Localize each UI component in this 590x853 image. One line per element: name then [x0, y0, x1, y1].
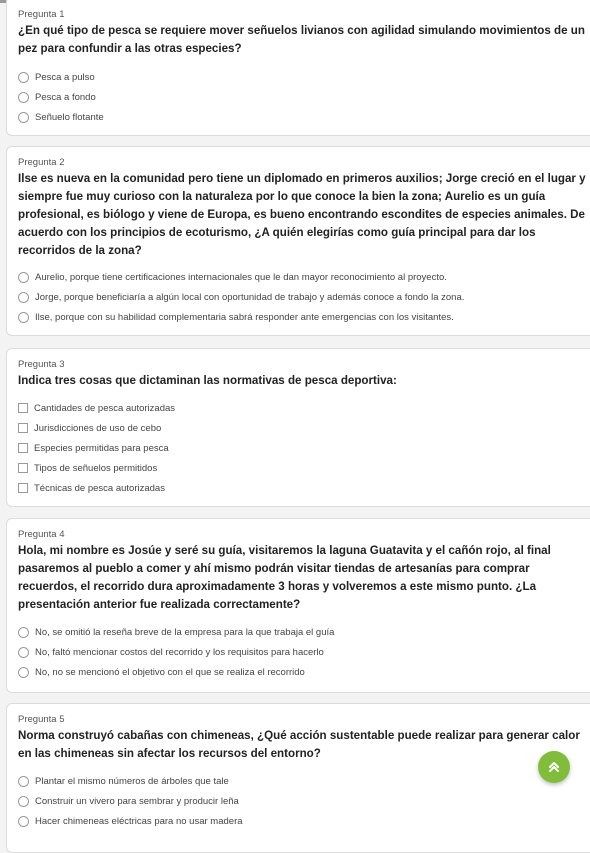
answer-option[interactable] [18, 287, 590, 307]
radio-button[interactable] [18, 72, 29, 83]
option-label: No, se omitió la reseña breve de la empresa para la que trabaja el guía [35, 626, 335, 638]
answer-option[interactable] [18, 398, 590, 418]
question-text: Hola, mi nombre es Josúe y seré su guía, visitaremos la laguna Guatavita y el cañón rojo, al final pasaremos al pueblo a comer y ahí mismo podrán visitar tiendas de artesanías para comprar recuerdos, el recorrido dura aproximadamente 3 horas y volveremos a este mismo punto. ¿La presentación anterior fue realizada correctamente? [18, 544, 551, 611]
options-list [18, 771, 590, 831]
question-card-4 [6, 518, 590, 693]
answer-option[interactable] [18, 438, 590, 458]
radio-button[interactable] [18, 627, 29, 638]
answer-option[interactable] [18, 67, 590, 87]
answer-option[interactable] [18, 267, 590, 287]
options-list [18, 267, 590, 327]
radio-button[interactable] [18, 312, 29, 323]
question-card-1 [6, 0, 590, 136]
answer-option[interactable] [18, 811, 590, 831]
checkbox[interactable] [18, 483, 28, 493]
double-chevron-up-icon [547, 760, 561, 774]
option-label: Jurisdicciones de uso de cebo [34, 422, 162, 434]
option-label: No, faltó mencionar costos del recorrido y los requisitos para hacerlo [35, 646, 324, 658]
options-list [18, 67, 590, 127]
radio-button[interactable] [18, 647, 29, 658]
question-text: Indica tres cosas que dictaminan las normativas de pesca deportiva: [18, 374, 397, 387]
radio-button[interactable] [18, 816, 29, 827]
option-label: Pesca a fondo [35, 91, 96, 103]
question-card-2 [6, 146, 590, 336]
answer-option[interactable] [18, 418, 590, 438]
radio-button[interactable] [18, 667, 29, 678]
answer-option[interactable] [18, 478, 590, 498]
radio-button[interactable] [18, 92, 29, 103]
question-text: Norma construyó cabañas con chimeneas, ¿Qué acción sustentable puede realizar para generar calor en las chimeneas sin afectar los recursos del entorno? [18, 729, 580, 760]
radio-button[interactable] [18, 292, 29, 303]
option-label: Plantar el mismo números de árboles que tale [35, 775, 229, 787]
answer-option[interactable] [18, 107, 590, 127]
answer-option[interactable] [18, 771, 590, 791]
checkbox[interactable] [18, 403, 28, 413]
answer-option[interactable] [18, 642, 590, 662]
option-label: Jorge, porque beneficiaría a algún local con oportunidad de trabajo y además conoce a fondo la zona. [35, 291, 465, 303]
checkbox[interactable] [18, 443, 28, 453]
answer-option[interactable] [18, 791, 590, 811]
question-number: Pregunta 2 [18, 157, 65, 168]
option-label: Ilse, porque con su habilidad complementaria sabrá responder ante emergencias con los visitantes. [35, 311, 454, 323]
question-number: Pregunta 5 [18, 714, 65, 725]
option-label: Pesca a pulso [35, 71, 95, 83]
checkbox[interactable] [18, 463, 28, 473]
question-card-5 [6, 703, 590, 853]
question-text: Ilse es nueva en la comunidad pero tiene un diplomado en primeros auxilios; Jorge creció en el lugar y siempre fue muy curioso con la naturaleza por lo que conoce la bien la zona; Aurelio es un guía profesional, es biólogo y viene de Europa, es bueno encontrando escondites de especies animales. De acuerdo con los principios de ecoturismo, ¿A quién elegirías como guía principal para dar los recorridos de la zona? [18, 172, 586, 257]
option-label: Señuelo flotante [35, 111, 104, 123]
radio-button[interactable] [18, 112, 29, 123]
radio-button[interactable] [18, 776, 29, 787]
answer-option[interactable] [18, 458, 590, 478]
question-number: Pregunta 4 [18, 529, 65, 540]
question-text: ¿En qué tipo de pesca se requiere mover señuelos livianos con agilidad simulando movimientos de un pez para confundir a las otras especies? [18, 24, 585, 55]
answer-option[interactable] [18, 662, 590, 682]
answer-option[interactable] [18, 87, 590, 107]
option-label: Tipos de señuelos permitidos [34, 462, 158, 474]
option-label: Especies permitidas para pesca [34, 442, 169, 454]
question-number: Pregunta 3 [18, 359, 65, 370]
answer-option[interactable] [18, 622, 590, 642]
radio-button[interactable] [18, 796, 29, 807]
options-list [18, 398, 590, 498]
options-list [18, 622, 590, 682]
option-label: Construir un vivero para sembrar y producir leña [35, 795, 239, 807]
option-label: No, no se mencionó el objetivo con el que se realiza el recorrido [35, 666, 305, 678]
option-label: Aurelio, porque tiene certificaciones internacionales que le dan mayor reconocimiento al proyecto. [35, 271, 447, 283]
option-label: Cantidades de pesca autorizadas [34, 402, 176, 414]
question-card-3 [6, 348, 590, 507]
option-label: Hacer chimeneas eléctricas para no usar madera [35, 815, 243, 827]
radio-button[interactable] [18, 272, 29, 283]
question-number: Pregunta 1 [18, 9, 65, 20]
checkbox[interactable] [18, 423, 28, 433]
option-label: Técnicas de pesca autorizadas [34, 482, 165, 494]
answer-option[interactable] [18, 307, 590, 327]
scroll-top-button[interactable] [538, 751, 570, 783]
